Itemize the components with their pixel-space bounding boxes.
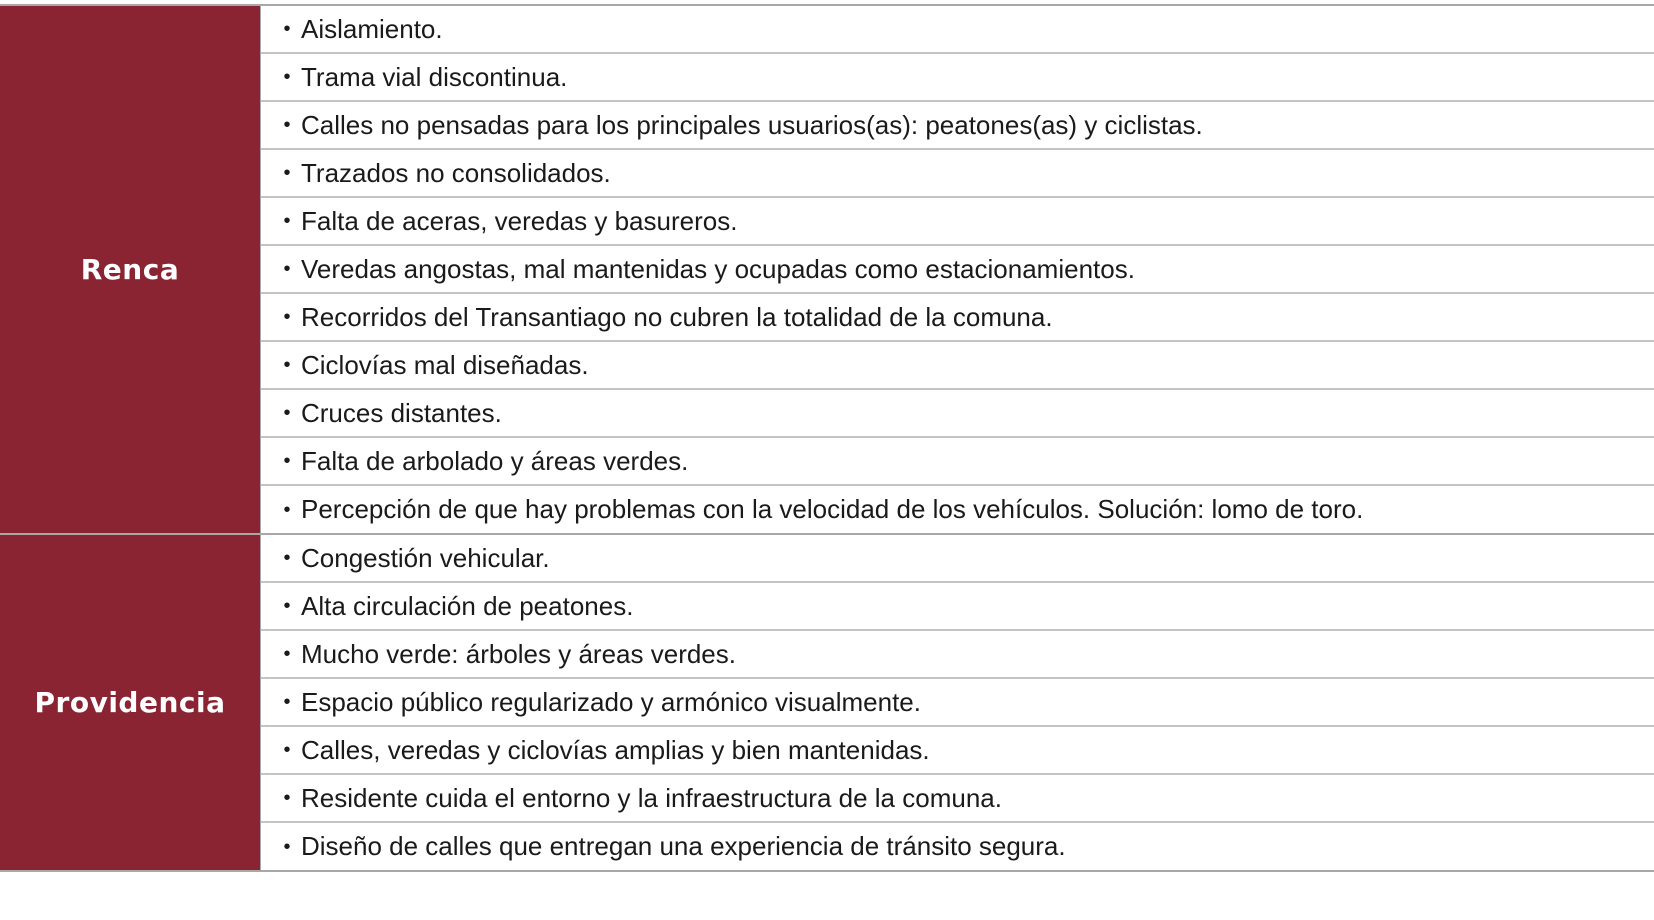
row-text: Ciclovías mal diseñadas.	[301, 349, 589, 380]
group-label: Renca	[80, 253, 180, 286]
row-text: Veredas angostas, mal mantenidas y ocupadas como estacionamientos.	[301, 253, 1135, 284]
table-row	[261, 102, 1654, 150]
group-items	[261, 535, 1654, 870]
row-text: Falta de arbolado y áreas verdes.	[301, 445, 689, 476]
bullet-icon: •	[283, 354, 291, 376]
bullet-icon: •	[283, 114, 291, 136]
group-renca	[0, 6, 1654, 535]
bullet-icon: •	[283, 162, 291, 184]
row-text: Calles, veredas y ciclovías amplias y bien mantenidas.	[301, 734, 930, 765]
table-row	[261, 246, 1654, 294]
row-text: Residente cuida el entorno y la infraestructura de la comuna.	[301, 782, 1002, 813]
bullet-icon: •	[283, 739, 291, 761]
bullet-icon: •	[283, 306, 291, 328]
table-row	[261, 342, 1654, 390]
row-text: Cruces distantes.	[301, 397, 502, 428]
row-text: Calles no pensadas para los principales usuarios(as): peatones(as) y ciclistas.	[301, 109, 1203, 140]
group-items	[261, 6, 1654, 533]
table-row	[261, 583, 1654, 631]
table-row	[261, 54, 1654, 102]
bullet-icon: •	[283, 595, 291, 617]
row-text: Trazados no consolidados.	[301, 157, 611, 188]
row-text: Percepción de que hay problemas con la velocidad de los vehículos. Solución: lomo de toro.	[301, 494, 1364, 524]
table-row	[261, 198, 1654, 246]
bullet-icon: •	[283, 787, 291, 809]
table-row	[261, 486, 1654, 533]
row-text: Diseño de calles que entregan una experiencia de tránsito segura.	[301, 831, 1066, 861]
comparison-table	[0, 4, 1654, 872]
bullet-icon: •	[283, 210, 291, 232]
group-providencia	[0, 535, 1654, 870]
table-row	[261, 631, 1654, 679]
row-text: Recorridos del Transantiago no cubren la totalidad de la comuna.	[301, 301, 1053, 332]
row-text: Mucho verde: árboles y áreas verdes.	[301, 638, 736, 669]
bullet-icon: •	[283, 643, 291, 665]
table-row	[261, 294, 1654, 342]
group-label-cell	[0, 6, 261, 533]
group-label-cell	[0, 535, 261, 870]
bullet-icon: •	[283, 450, 291, 472]
bullet-icon: •	[283, 402, 291, 424]
table-row	[261, 727, 1654, 775]
bullet-icon: •	[283, 18, 291, 40]
bullet-icon: •	[283, 547, 291, 569]
bullet-icon: •	[283, 691, 291, 713]
bullet-icon: •	[283, 498, 291, 521]
row-text: Congestión vehicular.	[301, 542, 550, 573]
table-row	[261, 6, 1654, 54]
table-row	[261, 535, 1654, 583]
row-text: Alta circulación de peatones.	[301, 590, 634, 621]
bullet-icon: •	[283, 66, 291, 88]
table-row	[261, 150, 1654, 198]
table-row	[261, 823, 1654, 870]
group-label: Providencia	[34, 686, 226, 719]
table-row	[261, 679, 1654, 727]
bullet-icon: •	[283, 835, 291, 858]
bullet-icon: •	[283, 258, 291, 280]
row-text: Trama vial discontinua.	[301, 61, 568, 92]
table-row	[261, 775, 1654, 823]
table-row	[261, 438, 1654, 486]
row-text: Aislamiento.	[301, 13, 443, 44]
row-text: Falta de aceras, veredas y basureros.	[301, 205, 738, 236]
table-row	[261, 390, 1654, 438]
row-text: Espacio público regularizado y armónico visualmente.	[301, 686, 921, 717]
